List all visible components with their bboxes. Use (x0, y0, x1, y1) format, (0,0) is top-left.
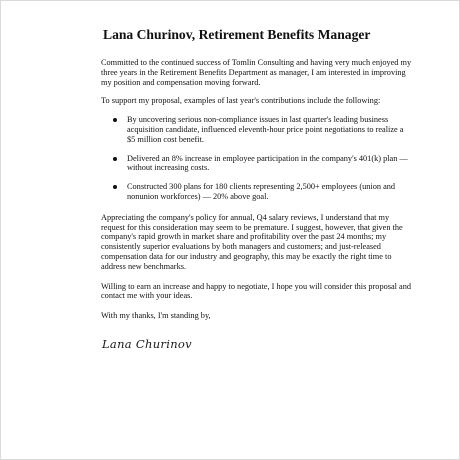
contribution-text: Constructed 300 plans for 180 clients representing 2,500+ employees (union and nonunion workforces) — 20% above goal. (127, 182, 396, 201)
bullet-icon (113, 157, 117, 161)
closing-request-paragraph: Willing to earn an increase and happy to negotiate, I hope you will consider this proposal and contact me with your ideas. (101, 281, 412, 301)
contributions-list (101, 115, 413, 202)
list-item (113, 115, 413, 144)
contribution-text: By uncovering serious non-compliance issues in last quarter's leading business acquisition candidate, influenced eleventh-hour price point negotiations to realize a $5 million cost benefit. (127, 115, 404, 144)
signature: Lana Churinov (102, 336, 192, 351)
signoff-line: With my thanks, I'm standing by, (101, 311, 211, 321)
list-item (113, 154, 413, 174)
support-lead-paragraph: To support my proposal, examples of last year's contributions include the following: (101, 96, 381, 106)
intro-paragraph: Committed to the continued success of Tomlin Consulting and having very much enjoyed my three years in the Retirement Benefits Department as manager, I am interested in improving my position and compensation moving forward. (101, 58, 412, 87)
letter-body (101, 27, 413, 351)
bullet-icon (113, 185, 117, 189)
letter-title: Lana Churinov, Retirement Benefits Manager (103, 27, 371, 42)
bullet-icon (113, 118, 117, 122)
list-item (113, 182, 413, 202)
contribution-text: Delivered an 8% increase in employee participation in the company's 401(k) plan — without increasing costs. (127, 153, 408, 173)
appreciation-paragraph: Appreciating the company's policy for annual, Q4 salary reviews, I understand that my request for this consideration may seem to be premature. I suggest, however, that given the company's rapid growth in market share and profitability over the past 24 months; my consistently superior evaluations by both managers and customers; and just-released compensation data for our industry and geography, this may be exactly the right time to address new benchmarks. (101, 212, 403, 271)
